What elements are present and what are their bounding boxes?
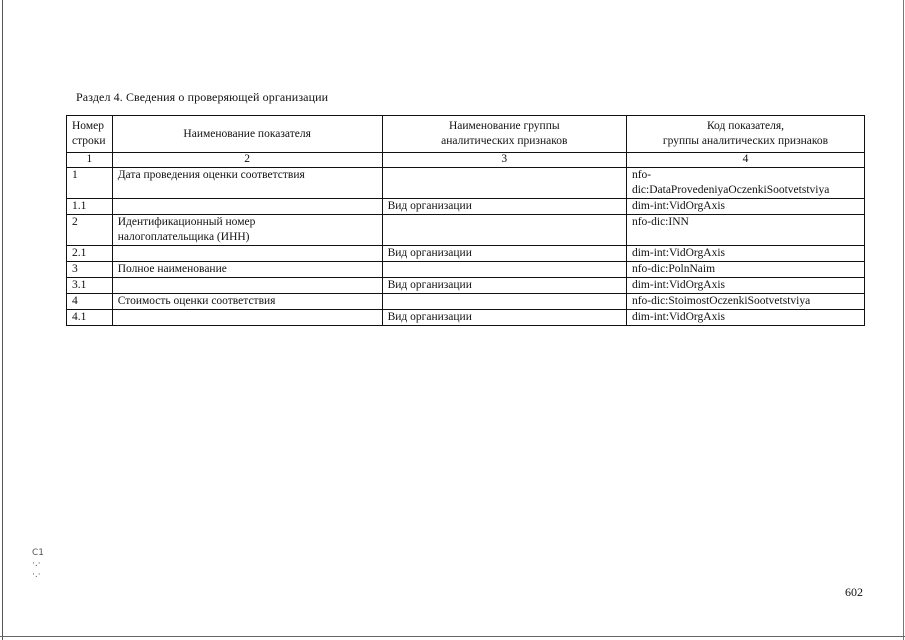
indicator-code xyxy=(626,168,864,199)
indicator-name xyxy=(112,199,382,215)
margin-mark: ·.· xyxy=(32,559,41,569)
group-name xyxy=(382,262,626,278)
group-name: Вид организации xyxy=(382,199,626,215)
row-number: 3.1 xyxy=(67,278,113,294)
name-line: налогоплательщика (ИНН) xyxy=(117,231,250,243)
page-number: 602 xyxy=(845,585,863,599)
margin-marks xyxy=(32,548,44,581)
indicator-name xyxy=(112,215,382,246)
indicator-code: dim-int:VidOrgAxis xyxy=(626,199,864,215)
name-line: Идентификационный номер xyxy=(117,216,256,228)
header-line: Код показателя, xyxy=(706,120,784,132)
column-number: 3 xyxy=(382,153,626,168)
page-edge-bottom xyxy=(0,636,905,637)
column-number: 4 xyxy=(626,153,864,168)
group-name xyxy=(382,168,626,199)
page-edge-left xyxy=(2,0,3,640)
column-number: 1 xyxy=(67,153,113,168)
margin-mark: ·.· xyxy=(32,570,41,580)
table-row xyxy=(67,168,865,199)
code-line: dic:DataProvedeniyaOczenkiSootvetstviya xyxy=(631,184,830,196)
table-row xyxy=(67,278,865,294)
indicator-code: nfo-dic:PolnNaim xyxy=(626,262,864,278)
table-row xyxy=(67,294,865,310)
table-row xyxy=(67,310,865,326)
header-group-name xyxy=(382,116,626,153)
header-line: аналитических признаков xyxy=(441,135,568,147)
row-number: 2 xyxy=(67,215,113,246)
indicator-code: nfo-dic:INN xyxy=(626,215,864,246)
row-number: 3 xyxy=(67,262,113,278)
header-row-number xyxy=(67,116,113,153)
indicator-name: Полное наименование xyxy=(112,262,382,278)
indicator-name: Дата проведения оценки соответствия xyxy=(112,168,382,199)
column-number: 2 xyxy=(112,153,382,168)
group-name: Вид организации xyxy=(382,278,626,294)
indicators-table xyxy=(66,115,865,326)
table-row xyxy=(67,199,865,215)
indicator-name xyxy=(112,310,382,326)
margin-mark: С1 xyxy=(32,548,45,558)
indicator-name: Стоимость оценки соответствия xyxy=(112,294,382,310)
code-line: nfo- xyxy=(631,169,652,181)
group-name xyxy=(382,294,626,310)
indicator-code: nfo-dic:StoimostOczenkiSootvetstviya xyxy=(626,294,864,310)
indicator-code: dim-int:VidOrgAxis xyxy=(626,246,864,262)
row-number: 2.1 xyxy=(67,246,113,262)
header-line: Наименование группы xyxy=(448,120,560,132)
column-number-row xyxy=(67,153,865,168)
group-name xyxy=(382,215,626,246)
table-row xyxy=(67,246,865,262)
header-row xyxy=(67,116,865,153)
header-indicator-name xyxy=(112,116,382,153)
row-number: 4.1 xyxy=(67,310,113,326)
table-row xyxy=(67,215,865,246)
row-number: 1 xyxy=(67,168,113,199)
section-title: Раздел 4. Сведения о проверяющей организации xyxy=(76,90,329,104)
row-number: 4 xyxy=(67,294,113,310)
indicator-code: dim-int:VidOrgAxis xyxy=(626,310,864,326)
group-name: Вид организации xyxy=(382,310,626,326)
header-indicator-code xyxy=(626,116,864,153)
header-line: строки xyxy=(72,135,106,147)
indicator-code: dim-int:VidOrgAxis xyxy=(626,278,864,294)
indicator-name xyxy=(112,278,382,294)
table-row xyxy=(67,262,865,278)
row-number: 1.1 xyxy=(67,199,113,215)
header-line: Наименование показателя xyxy=(183,127,311,140)
group-name: Вид организации xyxy=(382,246,626,262)
indicator-name xyxy=(112,246,382,262)
header-line: группы аналитических признаков xyxy=(662,135,829,147)
header-line: Номер xyxy=(72,120,104,132)
page-edge-right xyxy=(903,0,904,640)
